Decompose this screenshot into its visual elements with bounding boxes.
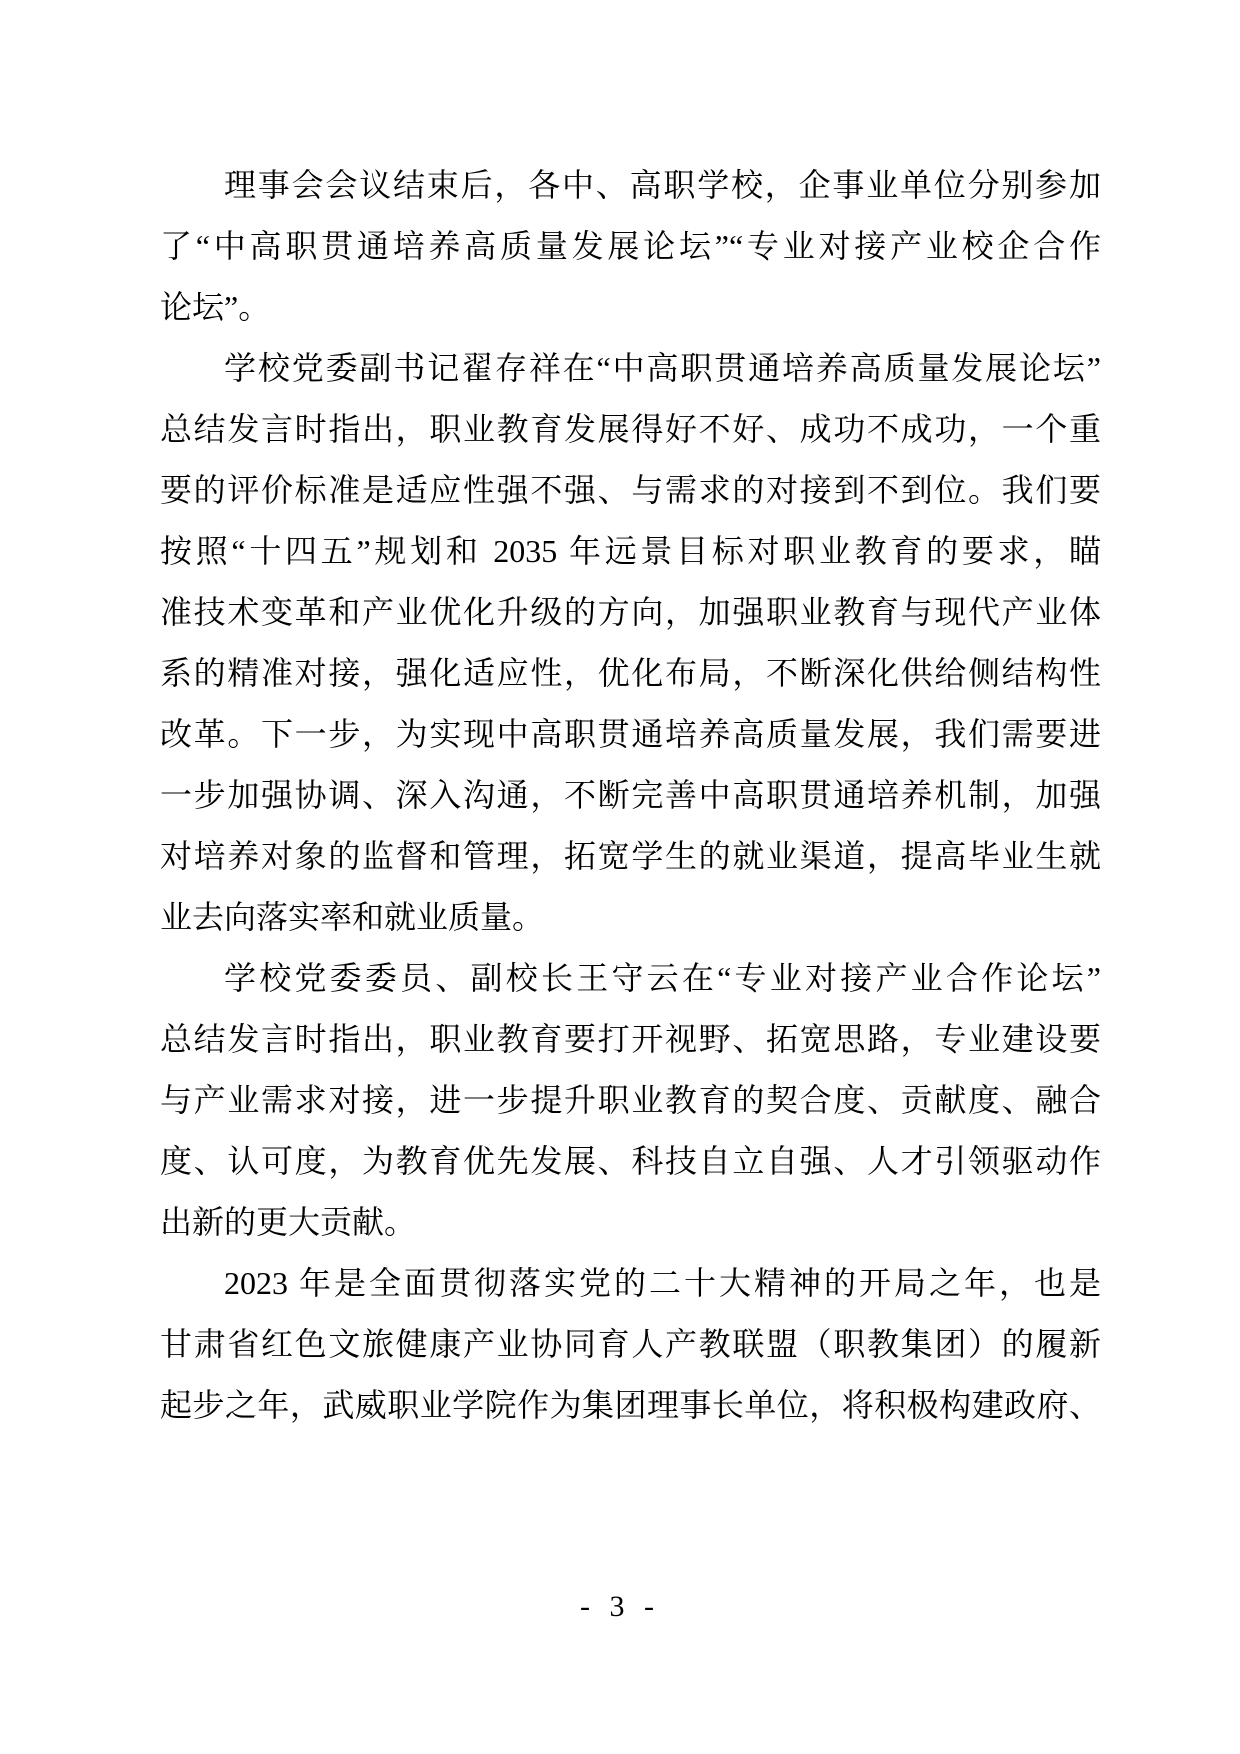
text-line: 了“中高职贯通培养高质量发展论坛”“专业对接产业校企合作 (160, 228, 1101, 264)
text-line: 准技术变革和产业优化升级的方向，加强职业教育与现代产业体 (160, 594, 1101, 630)
text-line: 按照“十四五”规划和 2035 年远景目标对职业教育的要求，瞄 (160, 533, 1101, 569)
paragraph (160, 338, 1101, 948)
text-line: 学校党委副书记翟存祥在“中高职贯通培养高质量发展论坛” (224, 350, 1101, 386)
text-line: 系的精准对接，强化适应性，优化布局，不断深化供给侧结构性 (160, 655, 1101, 691)
text-line: 对培养对象的监督和管理，拓宽学生的就业渠道，提高毕业生就 (160, 838, 1101, 874)
text-line: 总结发言时指出，职业教育发展得好不好、成功不成功，一个重 (160, 411, 1101, 447)
text-line: 业去向落实率和就业质量。 (160, 899, 545, 935)
text-line: 理事会会议结束后，各中、高职学校，企事业单位分别参加 (224, 167, 1101, 203)
text-line: 2023 年是全面贯彻落实党的二十大精神的开局之年，也是 (224, 1265, 1101, 1301)
text-line: 总结发言时指出，职业教育要打开视野、拓宽思路，专业建设要 (160, 1021, 1101, 1057)
paragraph (160, 948, 1101, 1253)
text-line: 改革。下一步，为实现中高职贯通培养高质量发展，我们需要进 (160, 716, 1101, 752)
text-line: 甘肃省红色文旅健康产业协同育人产教联盟（职教集团）的履新 (160, 1326, 1101, 1362)
paragraph (160, 1253, 1101, 1436)
text-line: 度、认可度，为教育优先发展、科技自立自强、人才引领驱动作 (160, 1143, 1101, 1179)
text-line: 出新的更大贡献。 (160, 1204, 417, 1240)
paragraph (160, 155, 1101, 338)
text-line: 学校党委委员、副校长王守云在“专业对接产业合作论坛” (224, 960, 1101, 996)
page-number: - 3 - (580, 1590, 660, 1623)
text-line: 要的评价标准是适应性强不强、与需求的对接到不到位。我们要 (160, 472, 1101, 508)
text-line: 论坛”。 (160, 289, 271, 325)
document-body (160, 155, 1101, 1436)
text-line: 一步加强协调、深入沟通，不断完善中高职贯通培养机制，加强 (160, 777, 1101, 813)
page-footer (0, 1590, 1240, 1624)
text-line: 起步之年，武威职业学院作为集团理事长单位，将积极构建政府、 (160, 1387, 1101, 1423)
text-line: 与产业需求对接，进一步提升职业教育的契合度、贡献度、融合 (160, 1082, 1101, 1118)
